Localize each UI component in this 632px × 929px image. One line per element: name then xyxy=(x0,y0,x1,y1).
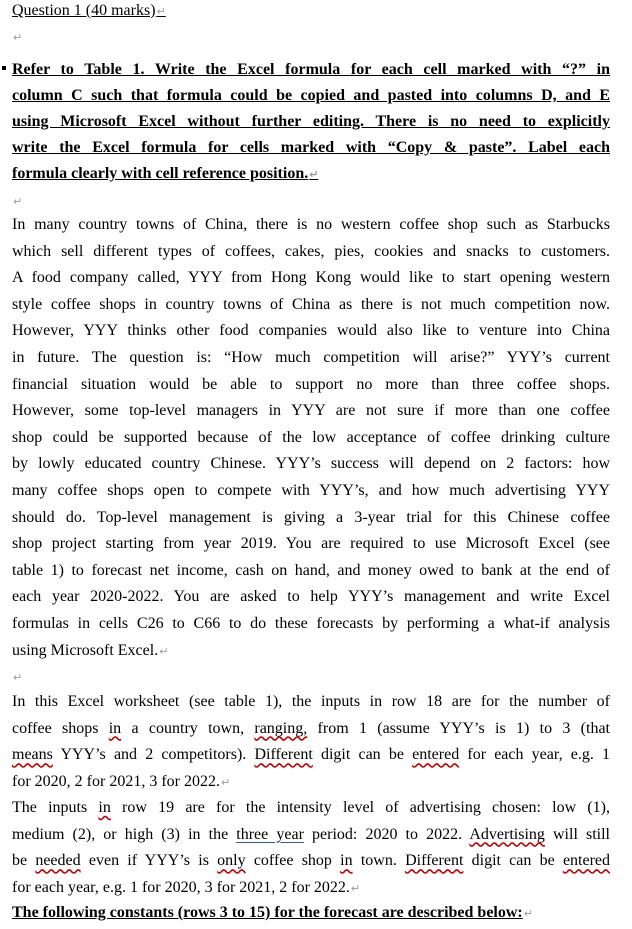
paragraph-line-text: using Microsoft Excel. xyxy=(12,641,159,659)
paragraph-mark: ↵ xyxy=(350,881,361,895)
paragraph-line: many coffee shops open to compete with YYY’s, and how much advertising YYY xyxy=(12,481,610,499)
text-run: medium (2), or high (3) in the xyxy=(12,825,237,843)
constants-heading xyxy=(12,901,610,925)
paragraph-line xyxy=(12,848,610,875)
paragraph-mark: ↵ xyxy=(13,671,23,684)
paragraph-line xyxy=(12,742,610,769)
grammar-flag: entered xyxy=(412,746,460,764)
paragraph-mark: ↵ xyxy=(220,775,231,789)
grammar-flag: means xyxy=(12,746,53,764)
paragraph-line: A food company called, YYY from Hong Kong would like to start opening western xyxy=(12,269,610,287)
paragraph-mark: ↵ xyxy=(523,907,533,920)
paragraph-line xyxy=(12,822,610,849)
paragraph-line xyxy=(12,875,610,902)
text-run: from 1 (assume YYY’s is 1) to 3 (that xyxy=(307,719,610,737)
grammar-flag: needed xyxy=(35,852,81,870)
paragraph-line: formulas in cells C26 to C66 to do these forecasts by performing a what-if analysis xyxy=(12,614,610,632)
paragraph-mark: ↵ xyxy=(309,168,319,181)
grammar-flag: three year xyxy=(236,825,304,843)
paragraph-line: each year 2020-2022. You are asked to help YYY’s management and write Excel xyxy=(12,588,610,606)
question-heading xyxy=(12,2,166,20)
instruction-line: Refer to Table 1. Write the Excel formula for each cell marked with “?” in xyxy=(12,61,610,78)
text-run: for each year, e.g. 1 xyxy=(459,746,611,764)
text-run: row 19 are for the intensity level of advertising chosen: low (1), xyxy=(110,799,610,816)
context-paragraph xyxy=(12,212,610,664)
grammar-flag: only xyxy=(217,852,246,870)
paragraph-line-text: for each year, e.g. 1 for 2020, 3 for 2021, 2 for 2022. xyxy=(12,878,350,896)
text-run: period: 2020 to 2022. xyxy=(303,825,470,843)
paragraph-line: shop project starting from year 2019. You are required to use Microsoft Excel (see xyxy=(12,535,610,553)
paragraph-line: In many country towns of China, there is no western coffee shop such as Starbucks xyxy=(12,216,610,233)
paragraph-line: financial situation would be able to support no more than three coffee shops. xyxy=(12,375,610,393)
text-run: even if YYY’s is xyxy=(80,852,218,870)
instruction-line-text: formula clearly with cell reference position. xyxy=(12,165,309,182)
text-run: town. xyxy=(352,852,406,870)
paragraph-line: However, some top-level managers in YYY are not sure if more than one coffee xyxy=(12,402,610,420)
paragraph-line xyxy=(12,901,610,925)
paragraph-line: style coffee shops in country towns of China as there is not much competition now. xyxy=(12,295,610,313)
paragraph-line: In this Excel worksheet (see table 1), the inputs in row 18 are for the number of xyxy=(12,693,610,710)
paragraph-line: should do. Top-level management is giving a 3-year trial for this Chinese coffee xyxy=(12,508,610,526)
paragraph-line-text: for 2020, 2 for 2021, 3 for 2022. xyxy=(12,772,220,790)
paragraph-line xyxy=(12,638,610,665)
inputs-row19-paragraph xyxy=(12,795,610,901)
empty-line xyxy=(12,668,22,682)
instruction-line: using Microsoft Excel without further editing. There is no need to explicitly xyxy=(12,113,610,130)
text-run: be xyxy=(12,852,36,870)
instruction-line xyxy=(12,161,610,187)
text-run: YYY’s and 2 competitors). xyxy=(52,746,255,764)
instruction-line: column C such that formula could be copied and pasted into columns D, and E xyxy=(12,87,610,104)
grammar-flag: in xyxy=(340,852,353,870)
paragraph-line: table 1) to forecast net income, cash on hand, and money owed to bank at the end of xyxy=(12,561,610,579)
instruction-block xyxy=(12,57,610,187)
paragraph-mark: ↵ xyxy=(156,5,166,18)
paragraph-line xyxy=(12,769,610,796)
paragraph-line xyxy=(12,795,610,822)
text-run: a country town, xyxy=(121,719,255,737)
grammar-flag: Advertising xyxy=(469,825,545,843)
paragraph-line: in future. The question is: “How much competition will arise?” YYY’s current xyxy=(12,348,610,366)
question-heading-text: Question 1 (40 marks) xyxy=(12,2,156,19)
bullet-marker xyxy=(2,66,6,70)
paragraph-mark: ↵ xyxy=(13,195,23,208)
text-run: coffee shop xyxy=(245,852,341,870)
grammar-flag: ranging, xyxy=(254,719,308,737)
text-run: The inputs xyxy=(12,799,99,816)
grammar-flag: in xyxy=(108,719,122,737)
constants-heading-text: The following constants (rows 3 to 15) for the forecast are described below: xyxy=(12,904,523,921)
grammar-flag: Different xyxy=(405,852,464,870)
paragraph-line: by lowly educated country Chinese. YYY’s success will depend on 2 factors: how xyxy=(12,455,610,473)
text-run: digit can be xyxy=(312,746,413,764)
paragraph-mark: ↵ xyxy=(159,644,169,658)
paragraph-line: shop could be supported because of the low acceptance of coffee drinking culture xyxy=(12,428,610,446)
paragraph-line: However, YYY thinks other food companies would also like to venture into China xyxy=(12,322,610,340)
empty-line xyxy=(12,28,22,42)
instruction-line: write the Excel formula for cells marked with “Copy & paste”. Label each xyxy=(12,139,610,156)
text-run: will still xyxy=(544,825,611,843)
empty-line xyxy=(12,192,22,206)
text-run: coffee shops xyxy=(12,719,109,737)
grammar-flag: entered xyxy=(562,852,611,870)
grammar-flag: in xyxy=(98,799,111,816)
grammar-flag: Different xyxy=(254,746,313,764)
paragraph-mark: ↵ xyxy=(13,31,23,44)
paragraph-line xyxy=(12,716,610,743)
inputs-row18-paragraph xyxy=(12,689,610,795)
paragraph-line: which sell different types of coffees, cakes, pies, cookies and snacks to customers. xyxy=(12,242,610,260)
text-run: digit can be xyxy=(463,852,563,870)
